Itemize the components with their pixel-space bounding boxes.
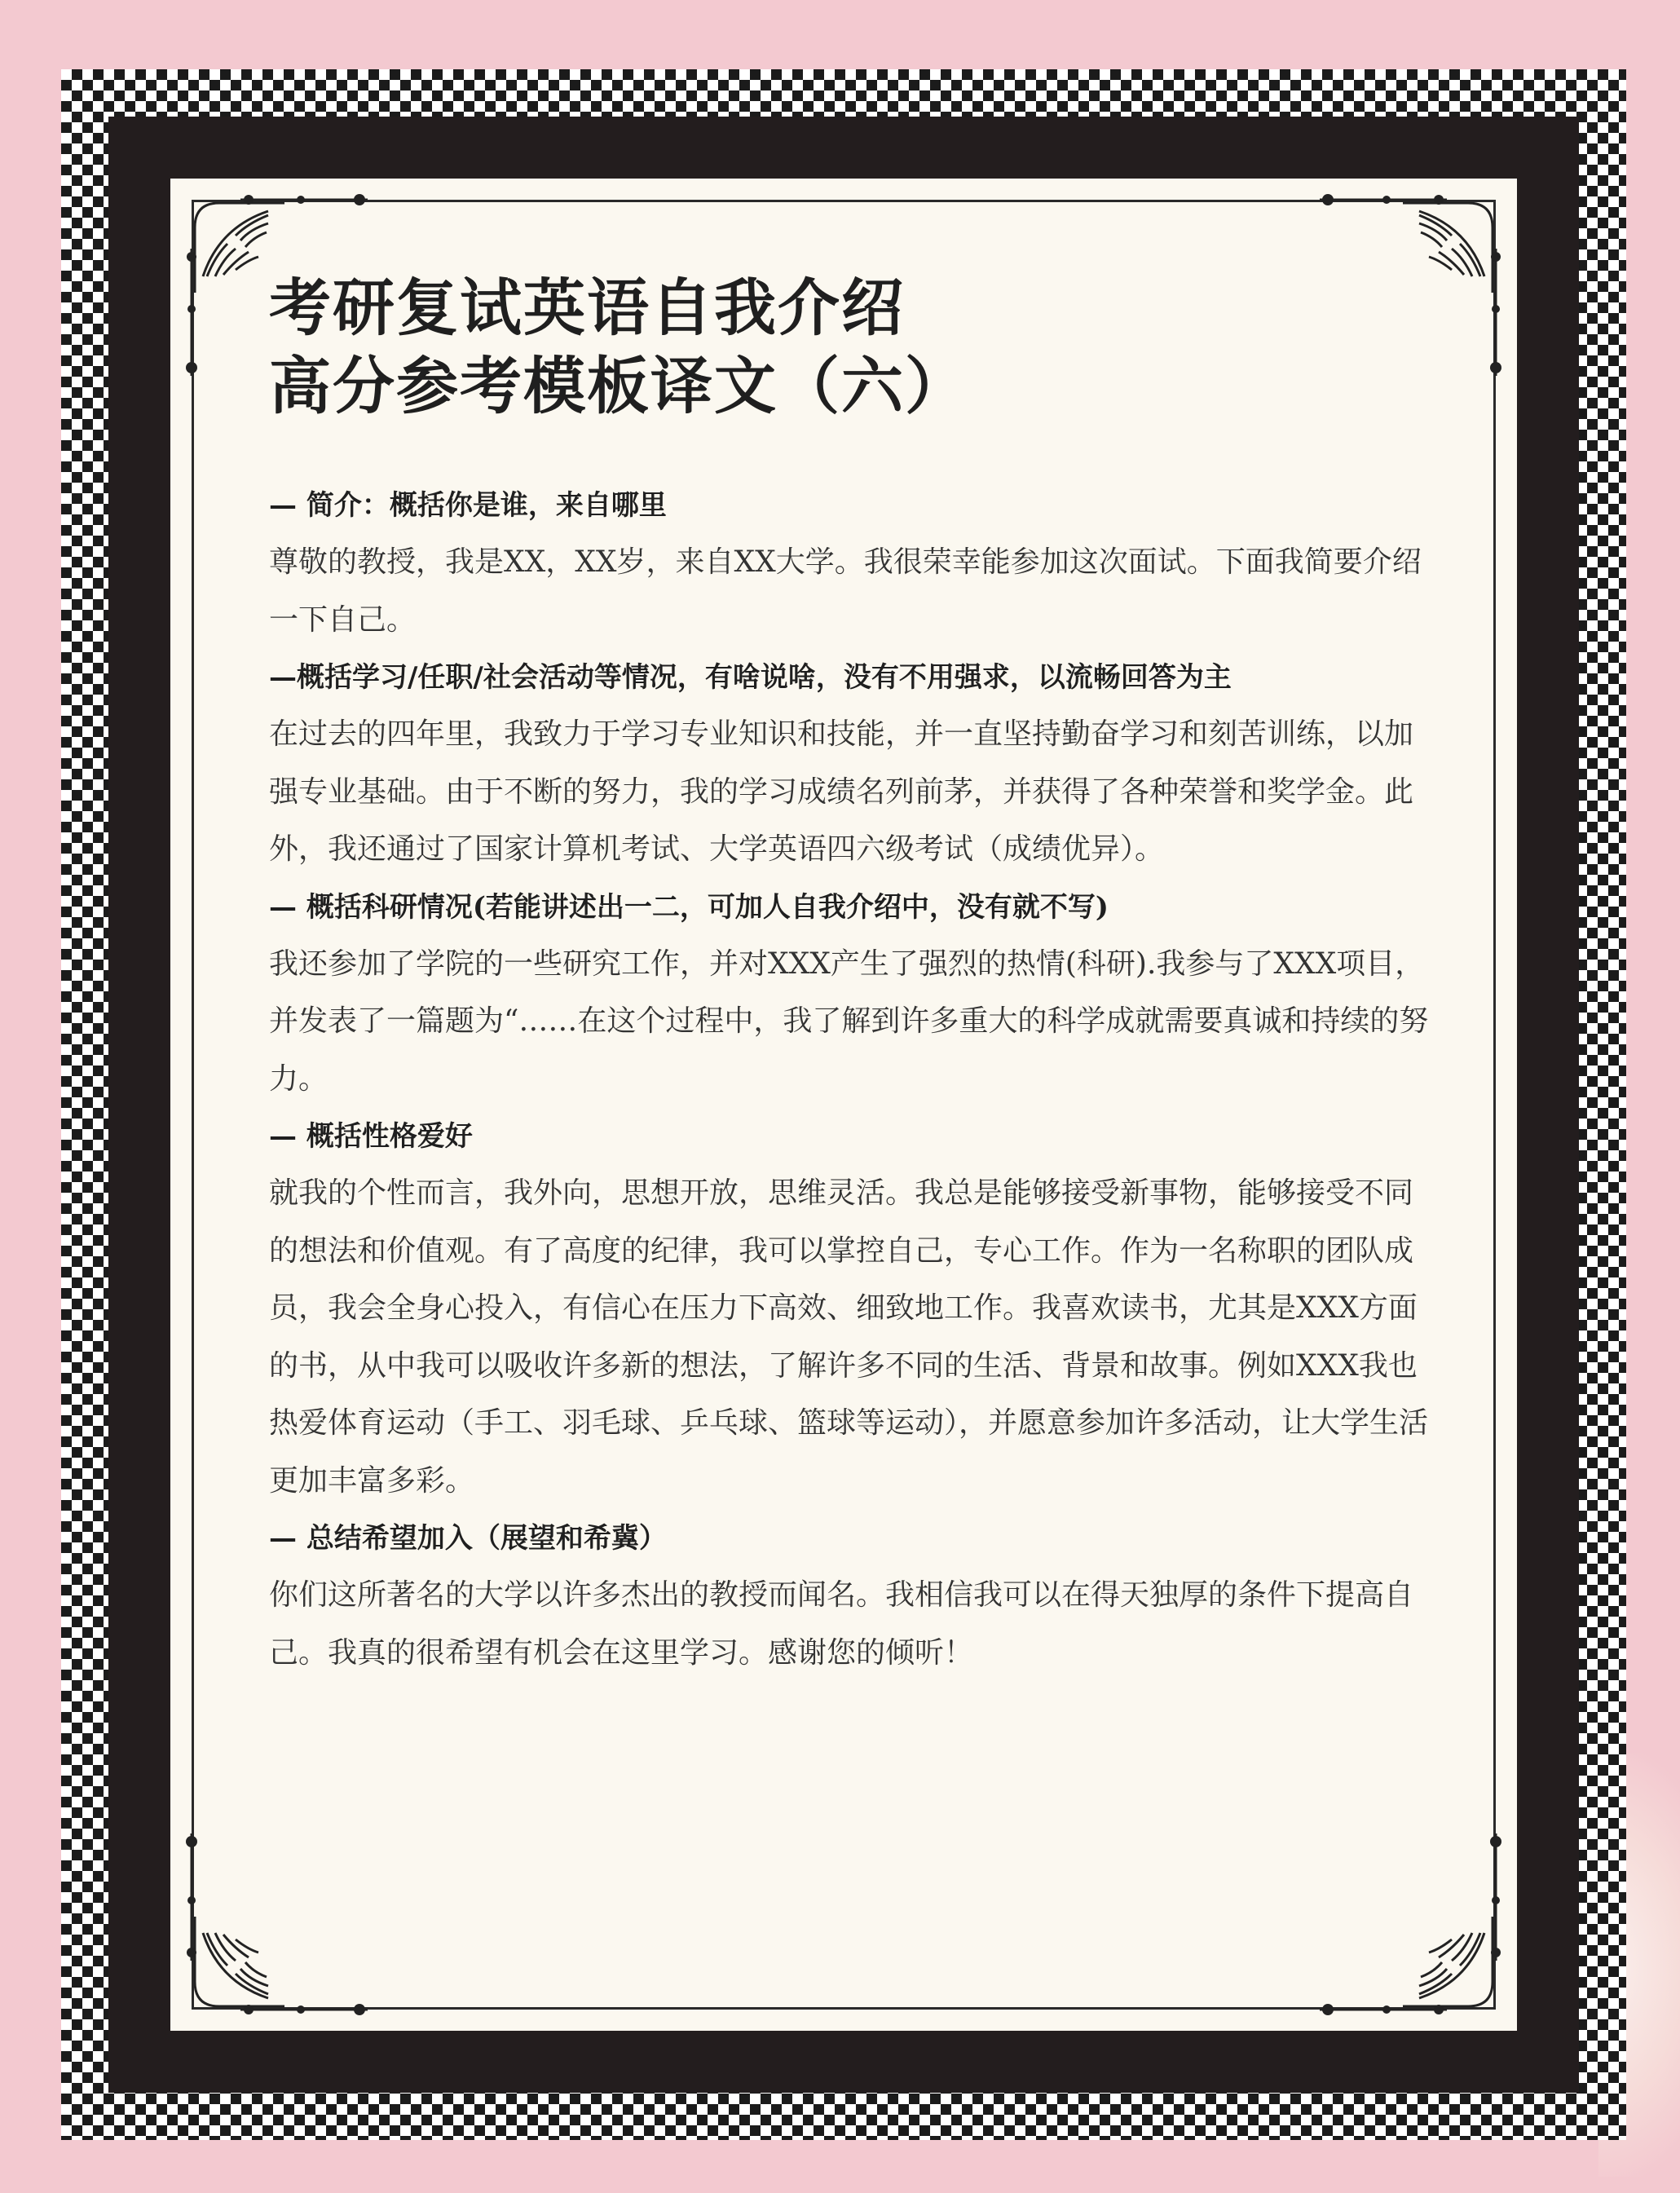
- page-title: [269, 269, 968, 426]
- section-heading-research: — 概括科研情况(若能讲述出一二，可加人自我介绍中，没有就不写): [269, 890, 1109, 924]
- corner-fan-ornament-icon: [170, 1819, 382, 2031]
- article-body: [269, 477, 1431, 1682]
- section-text-conclusion: 你们这所著名的大学以许多杰出的教授而闻名。我相信我可以在得天独厚的条件下提高自己。我真的很希望有机会在这里学习。感谢您的倾听！: [269, 1578, 1414, 1670]
- section-heading-conclusion: — 总结希望加入（展望和希冀）: [269, 1522, 667, 1555]
- section-heading-study: —概括学习/任职/社会活动等情况，有啥说啥，没有不用强求，以流畅回答为主: [269, 661, 1232, 694]
- section-text-intro: 尊敬的教授，我是XX，XX岁，来自XX大学。我很荣幸能参加这次面试。下面我简要介绍一下自己。: [269, 545, 1422, 637]
- title-line-1: 考研复试英语自我介绍: [269, 271, 905, 344]
- title-line-2: 高分参考模板译文（六）: [269, 350, 968, 422]
- section-text-personality: 就我的个性而言，我外向，思想开放，思维灵活。我总是能够接受新事物，能够接受不同的想法和价值观。有了高度的纪律，我可以掌控自己，专心工作。作为一名称职的团队成员，我会全身心投入，有信心在压力下高效、细致地工作。我喜欢读书，尤其是XXX方面的书，从中我可以吸收许多新的想法，了解许多不同的生活、背景和故事。例如XXX我也热爱体育运动（手工、羽毛球、乒乓球、篮球等运动），并愿意参加许多活动，让大学生活更加丰富多彩。: [269, 1176, 1429, 1498]
- corner-fan-ornament-icon: [1305, 179, 1517, 391]
- section-heading-personality: — 概括性格爱好: [269, 1120, 473, 1153]
- section-text-research: 我还参加了学院的一些研究工作，并对XXX产生了强烈的热情(科研).我参与了XXX项目，并发表了一篇题为“……在这个过程中，我了解到许多重大的科学成就需要真诚和持续的努力。: [269, 946, 1429, 1096]
- section-text-study: 在过去的四年里，我致力于学习专业知识和技能，并一直坚持勤奋学习和刻苦训练，以加强专业基础。由于不断的努力，我的学习成绩名列前茅，并获得了各种荣誉和奖学金。此外，我还通过了国家计算机考试、大学英语四六级考试（成绩优异）。: [269, 717, 1414, 866]
- corner-fan-ornament-icon: [1305, 1819, 1517, 2031]
- section-heading-intro: — 简介：概括你是谁，来自哪里: [269, 489, 667, 522]
